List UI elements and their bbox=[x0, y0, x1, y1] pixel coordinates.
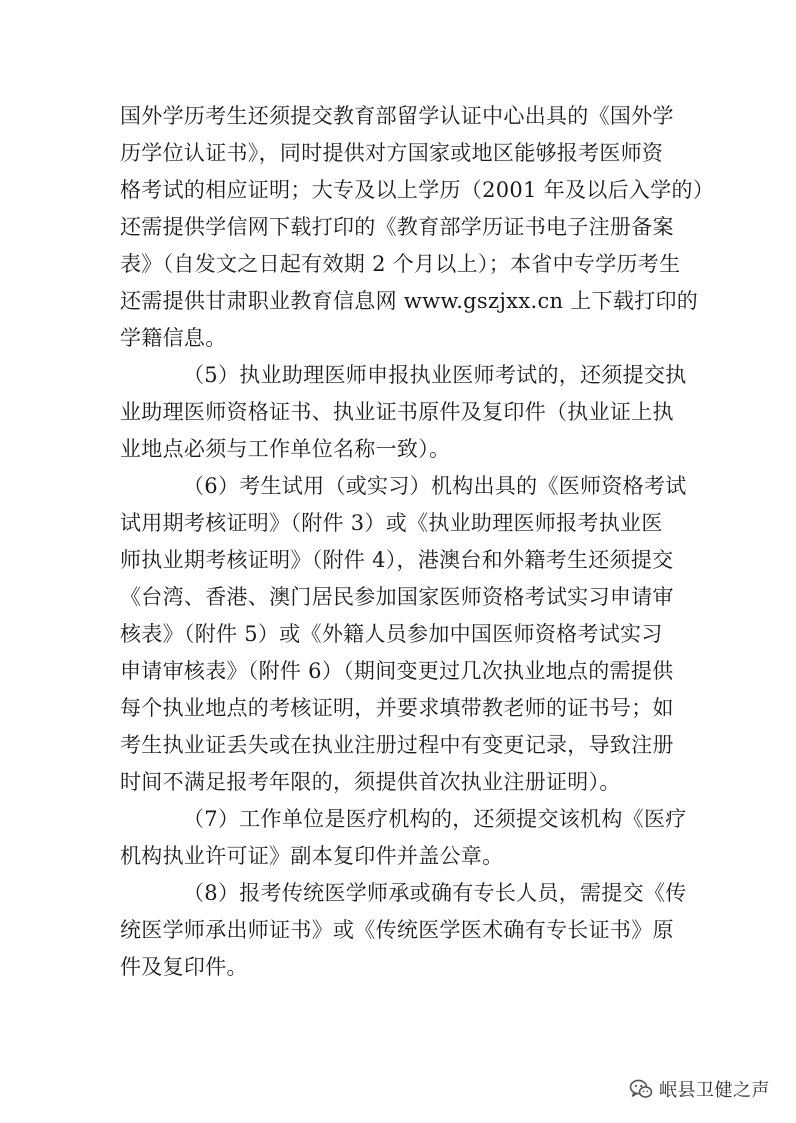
paragraph-item-6 bbox=[120, 468, 700, 801]
text-line: 格考试的相应证明；大专及以上学历（2001 年及以后入学的） bbox=[120, 178, 715, 202]
account-watermark bbox=[629, 1075, 770, 1103]
text-line: 历学位认证书》，同时提供对方国家或地区能够报考医师资 bbox=[120, 141, 664, 165]
paragraph-item-8 bbox=[120, 875, 700, 986]
paragraph-item-7 bbox=[120, 801, 700, 875]
text-line: （6）考生试用（或实习）机构出具的《医师资格考试 bbox=[183, 474, 687, 498]
text-line: 核表》（附件 5）或《外籍人员参加中国医师资格考试实习 bbox=[120, 622, 663, 646]
text-line: （8）报考传统医学师承或确有专长人员，需提交《传 bbox=[183, 881, 687, 905]
text-line: 申请审核表》（附件 6）（期间变更过几次执业地点的需提供 bbox=[120, 659, 674, 683]
text-line: （5）执业助理医师申报执业医师考试的，还须提交执 bbox=[183, 363, 687, 387]
text-line: 考生执业证丢失或在执业注册过程中有变更记录，导致注册 bbox=[120, 733, 674, 757]
text-line: 统医学师承出师证书》或《传统医学医术确有专长证书》原 bbox=[120, 918, 674, 942]
text-line: 业地点必须与工作单位名称一致）。 bbox=[120, 437, 451, 461]
text-line: 师执业期考核证明》（附件 4），港澳台和外籍考生还须提交 bbox=[120, 548, 674, 572]
paragraph-item-5 bbox=[120, 357, 700, 468]
paragraph-foreign-degree bbox=[120, 98, 715, 357]
account-name: 岷县卫健之声 bbox=[659, 1080, 770, 1101]
text-line: 业助理医师资格证书、执业证书原件及复印件（执业证上执 bbox=[120, 400, 674, 424]
text-line: 表》（自发文之日起有效期 2 个月以上）；本省中专学历考生 bbox=[120, 252, 681, 276]
text-line: 《台湾、香港、澳门居民参加国家医师资格考试实习申请审 bbox=[120, 585, 674, 609]
text-line: 试用期考核证明》（附件 3）或《执业助理医师报考执业医 bbox=[120, 511, 663, 535]
text-line: 还需提供甘肃职业教育信息网 www.gszjxx.cn 上下载打印的 bbox=[120, 289, 699, 313]
text-line: （7）工作单位是医疗机构的，还须提交该机构《医疗 bbox=[183, 807, 687, 831]
wechat-icon bbox=[629, 1078, 653, 1100]
document-body bbox=[120, 98, 715, 986]
text-line: 时间不满足报考年限的，须提供首次执业注册证明）。 bbox=[120, 770, 621, 794]
text-line: 还需提供学信网下载打印的《教育部学历证书电子注册备案 bbox=[120, 215, 674, 239]
text-line: 机构执业许可证》副本复印件并盖公章。 bbox=[120, 844, 504, 868]
text-line: 件及复印件。 bbox=[120, 955, 248, 979]
text-line: 学籍信息。 bbox=[120, 326, 227, 350]
text-line: 国外学历考生还须提交教育部留学认证中心出具的《国外学 bbox=[120, 104, 674, 128]
text-line: 每个执业地点的考核证明，并要求填带教老师的证书号；如 bbox=[120, 696, 674, 720]
